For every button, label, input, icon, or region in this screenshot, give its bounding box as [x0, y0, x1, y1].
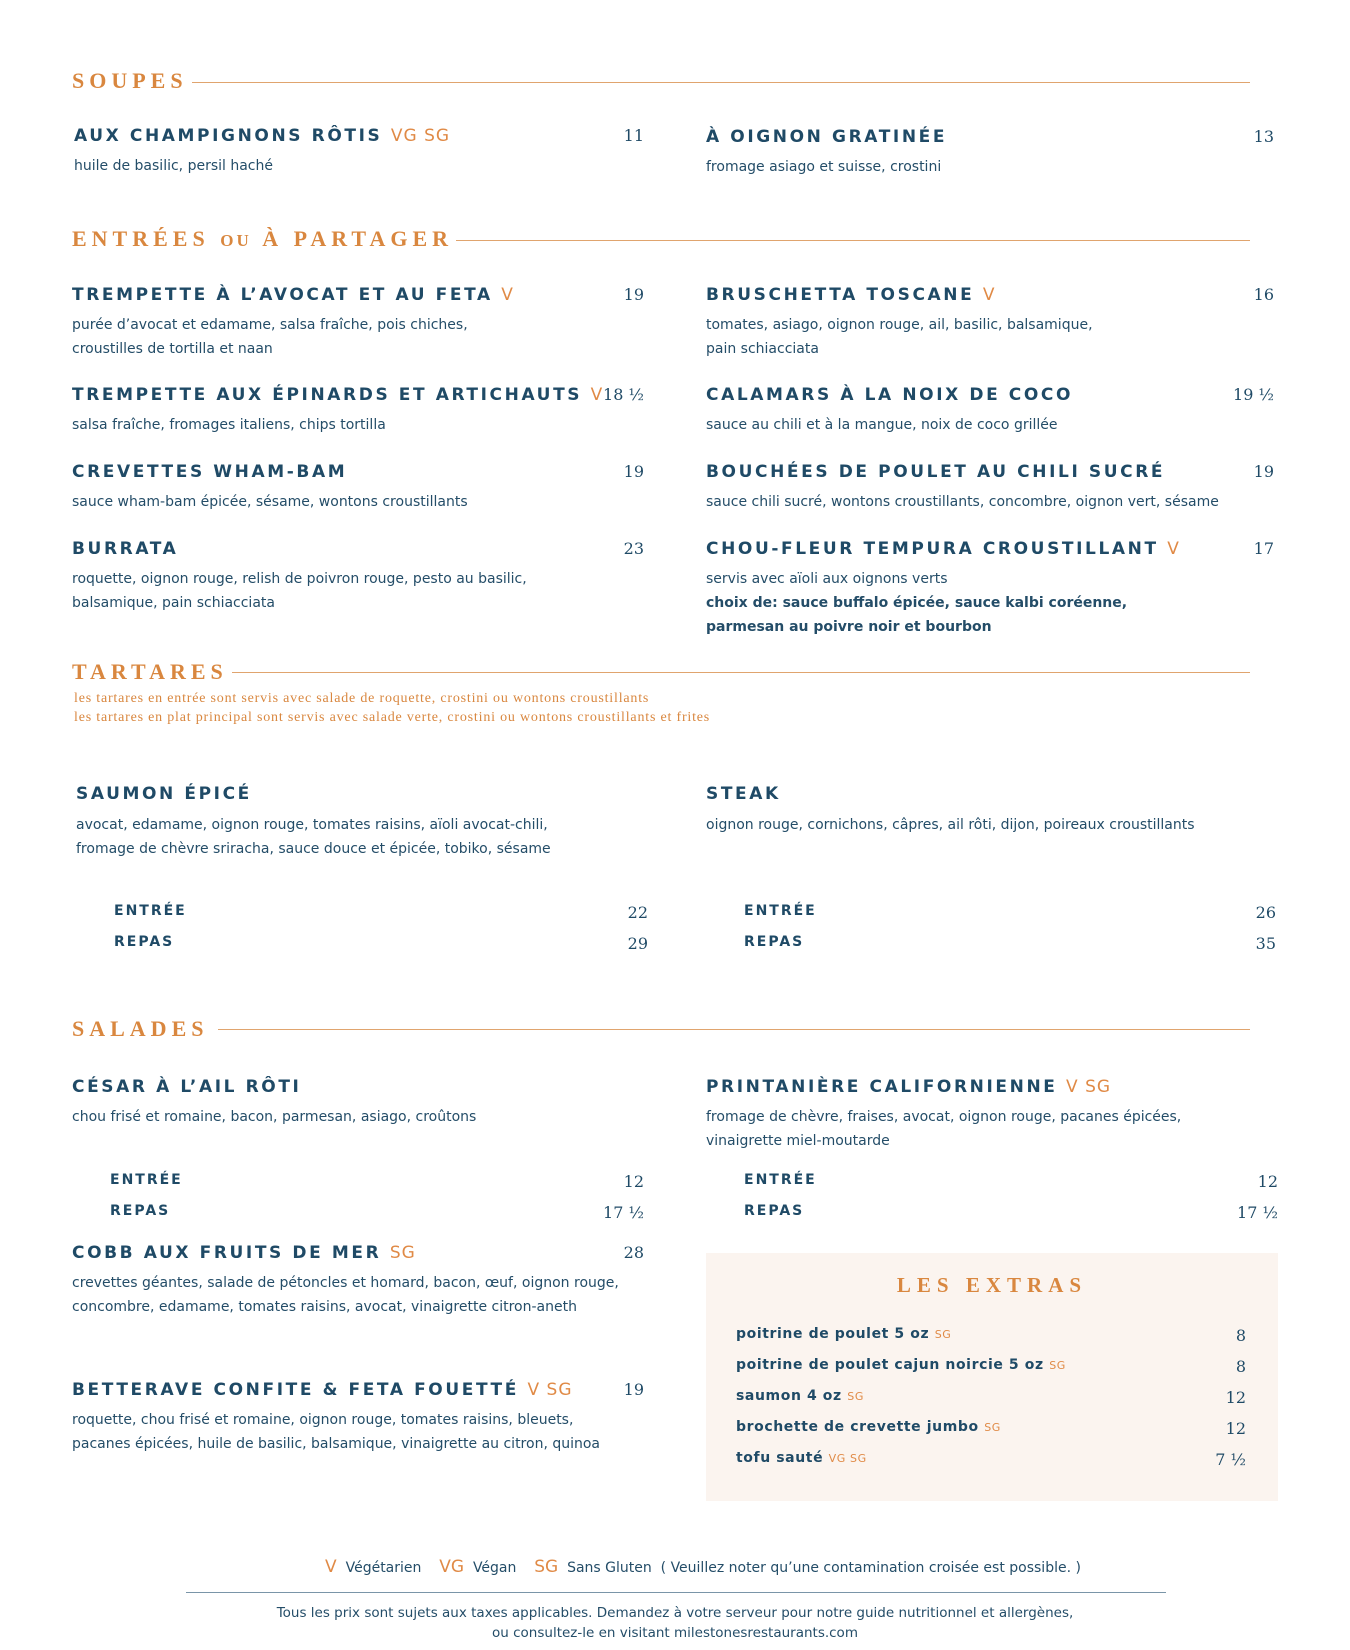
menu-item-description: sauce au chili et à la mangue, noix de coco grillée: [706, 417, 1058, 433]
menu-item-description: fromage asiago et suisse, crostini: [706, 159, 942, 175]
menu-item-name: TREMPETTE AUX ÉPINARDS ET ARTICHAUTS V: [72, 385, 604, 405]
extra-price: 12: [1225, 1419, 1246, 1438]
menu-item-name: PRINTANIÈRE CALIFORNIENNE V SG: [706, 1077, 1112, 1097]
menu-item-description: oignon rouge, cornichons, câpres, ail rôti, dijon, poireaux croustillants: [706, 817, 1195, 833]
menu-item-name: COBB AUX FRUITS DE MER SG: [72, 1243, 416, 1263]
extra-price: 12: [1225, 1388, 1246, 1407]
size-label-entree: ENTRÉE: [114, 903, 187, 919]
extra-price: 8: [1235, 1357, 1246, 1376]
menu-item-description: fromage de chèvre, fraises, avocat, oignon rouge, pacanes épicées, vinaigrette miel-moutarde: [706, 1109, 1182, 1149]
size-price-repas: 17 ½: [1237, 1203, 1278, 1222]
extra-item: poitrine de poulet cajun noircie 5 oz SG: [736, 1357, 1066, 1373]
menu-item-description: sauce wham-bam épicée, sésame, wontons croustillants: [72, 494, 468, 510]
legend-note: ( Veuillez noter qu’une contamination croisée est possible. ): [660, 1560, 1081, 1576]
section-divider: [192, 82, 1250, 83]
menu-item-description: salsa fraîche, fromages italiens, chips tortilla: [72, 417, 386, 433]
menu-item-price: 16: [1253, 285, 1274, 304]
diet-tags: SG: [847, 1390, 864, 1403]
section-title-salades: SALADES: [72, 1016, 209, 1041]
menu-item-price: 18 ½: [603, 385, 644, 404]
section-divider: [456, 240, 1250, 241]
menu-item-name: AUX CHAMPIGNONS RÔTIS VG SG: [74, 126, 451, 146]
section-divider: [232, 672, 1250, 673]
size-label-repas: REPAS: [744, 934, 805, 950]
menu-item-price: 13: [1253, 127, 1274, 146]
menu-item-name: BETTERAVE CONFITE & FETA FOUETTÉ V SG: [72, 1380, 573, 1400]
extra-item: tofu sauté VG SG: [736, 1450, 867, 1466]
tartares-note: les tartares en entrée sont servis avec salade de roquette, crostini ou wontons croustillants les tartares en plat principal sont servis avec salade verte, crostini ou wontons croustillants et frites: [74, 691, 711, 725]
menu-item-description: servis avec aïoli aux oignons verts choix de: sauce buffalo épicée, sauce kalbi coréenne, parmesan au poivre noir et bourbon: [706, 571, 1128, 635]
size-price-repas: 17 ½: [603, 1203, 644, 1222]
menu-item-description: sauce chili sucré, wontons croustillants, concombre, oignon vert, sésame: [706, 494, 1219, 510]
size-price-entree: 26: [1255, 903, 1276, 922]
menu-item-price: 11: [623, 126, 644, 145]
footer-divider: [186, 1592, 1166, 1593]
menu-item-price: 17: [1253, 539, 1274, 558]
legend-key-vg: VG: [439, 1557, 465, 1577]
diet-tags: SG: [934, 1328, 952, 1341]
menu-item-description: avocat, edamame, oignon rouge, tomates raisins, aïoli avocat-chili, fromage de chèvre sriracha, sauce douce et épicée, tobiko, sésame: [76, 817, 551, 857]
extras-title: LES EXTRAS: [896, 1273, 1088, 1297]
diet-tags: V: [501, 285, 514, 305]
section-divider: [218, 1029, 1250, 1030]
menu-item-description: tomates, asiago, oignon rouge, ail, basilic, balsamique, pain schiacciata: [706, 317, 1093, 357]
menu-item-name: BURRATA: [72, 539, 179, 559]
diet-tags: VG SG: [828, 1452, 867, 1465]
extra-item: poitrine de poulet 5 oz SG: [736, 1326, 952, 1342]
menu-item-name: BOUCHÉES DE POULET AU CHILI SUCRÉ: [706, 462, 1166, 482]
menu-item-price: 23: [623, 539, 644, 558]
extra-item: saumon 4 oz SG: [736, 1388, 864, 1404]
legend-key-v: V: [325, 1557, 337, 1577]
menu-item-description: roquette, chou frisé et romaine, oignon rouge, tomates raisins, bleuets, pacanes épicées, huile de basilic, balsamique, vinaigrette au citron, quinoa: [72, 1412, 601, 1452]
menu-item-description: purée d’avocat et edamame, salsa fraîche, pois chiches, croustilles de tortilla et naan: [72, 317, 468, 357]
menu-item-description: huile de basilic, persil haché: [74, 158, 273, 174]
size-price-entree: 12: [1257, 1172, 1278, 1191]
menu-item-name: SAUMON ÉPICÉ: [76, 784, 252, 804]
menu-item-name: CÉSAR À L’AIL RÔTI: [72, 1077, 302, 1097]
extras-box: [706, 1253, 1278, 1501]
size-label-repas: REPAS: [110, 1203, 171, 1219]
diet-tags: V SG: [1066, 1077, 1112, 1097]
menu-item-description: crevettes géantes, salade de pétoncles et homard, bacon, œuf, oignon rouge, concombre, edamame, tomates raisins, avocat, vinaigrette citron-aneth: [72, 1275, 619, 1315]
menu-item-price: 19 ½: [1233, 385, 1274, 404]
legend-key-sg: SG: [534, 1557, 559, 1577]
diet-legend: V Végétarien VG Végan SG Sans Gluten ( Veuillez noter qu’une contamination croisée est possible. ): [325, 1557, 1081, 1577]
menu-item-name: CREVETTES WHAM-BAM: [72, 462, 348, 482]
size-label-entree: ENTRÉE: [744, 903, 817, 919]
menu-item-name: À OIGNON GRATINÉE: [706, 127, 948, 147]
size-label-repas: REPAS: [114, 934, 175, 950]
section-title-entrees: ENTRÉES OU À PARTAGER: [72, 226, 454, 251]
diet-tags: SG: [1049, 1359, 1066, 1372]
extra-item: brochette de crevette jumbo SG: [736, 1419, 1001, 1435]
menu-item-price: 19: [623, 285, 644, 304]
size-price-entree: 12: [623, 1172, 644, 1191]
diet-tags: SG: [984, 1421, 1001, 1434]
extra-price: 7 ½: [1215, 1450, 1246, 1469]
size-label-entree: ENTRÉE: [744, 1172, 817, 1188]
diet-tags: VG SG: [390, 126, 451, 146]
menu-item-name: BRUSCHETTA TOSCANE V: [706, 285, 996, 305]
menu-item-price: 19: [1253, 462, 1274, 481]
size-label-repas: REPAS: [744, 1203, 805, 1219]
menu-item-description: chou frisé et romaine, bacon, parmesan, asiago, croûtons: [72, 1109, 477, 1125]
menu-item-price: 19: [623, 462, 644, 481]
menu-item-name: STEAK: [706, 784, 781, 804]
menu-item-name: CHOU-FLEUR TEMPURA CROUSTILLANT V: [706, 539, 1180, 559]
extra-price: 8: [1235, 1326, 1246, 1345]
section-title-tartares: TARTARES: [72, 659, 228, 684]
menu-item-price: 28: [623, 1243, 644, 1262]
size-price-entree: 22: [627, 903, 648, 922]
diet-tags: V: [590, 385, 604, 405]
size-label-entree: ENTRÉE: [110, 1172, 183, 1188]
size-price-repas: 35: [1255, 934, 1276, 953]
menu-item-price: 19: [623, 1380, 644, 1399]
section-title-soupes: SOUPES: [72, 68, 188, 93]
diet-tags: V: [1167, 539, 1180, 559]
diet-tags: V SG: [527, 1380, 573, 1400]
menu-item-name: CALAMARS À LA NOIX DE COCO: [706, 385, 1074, 405]
footer-text: Tous les prix sont sujets aux taxes applicables. Demandez à votre serveur pour notre guide nutritionnel et allergènes, ou consultez-le en visitant milestonesrestaurants.com: [276, 1605, 1074, 1641]
diet-tags: SG: [389, 1243, 416, 1263]
diet-tags: V: [982, 285, 996, 305]
menu-item-description: roquette, oignon rouge, relish de poivron rouge, pesto au basilic, balsamique, pain schiacciata: [72, 571, 527, 611]
menu-item-name: TREMPETTE À L’AVOCAT ET AU FETA V: [72, 285, 514, 305]
size-price-repas: 29: [627, 934, 648, 953]
